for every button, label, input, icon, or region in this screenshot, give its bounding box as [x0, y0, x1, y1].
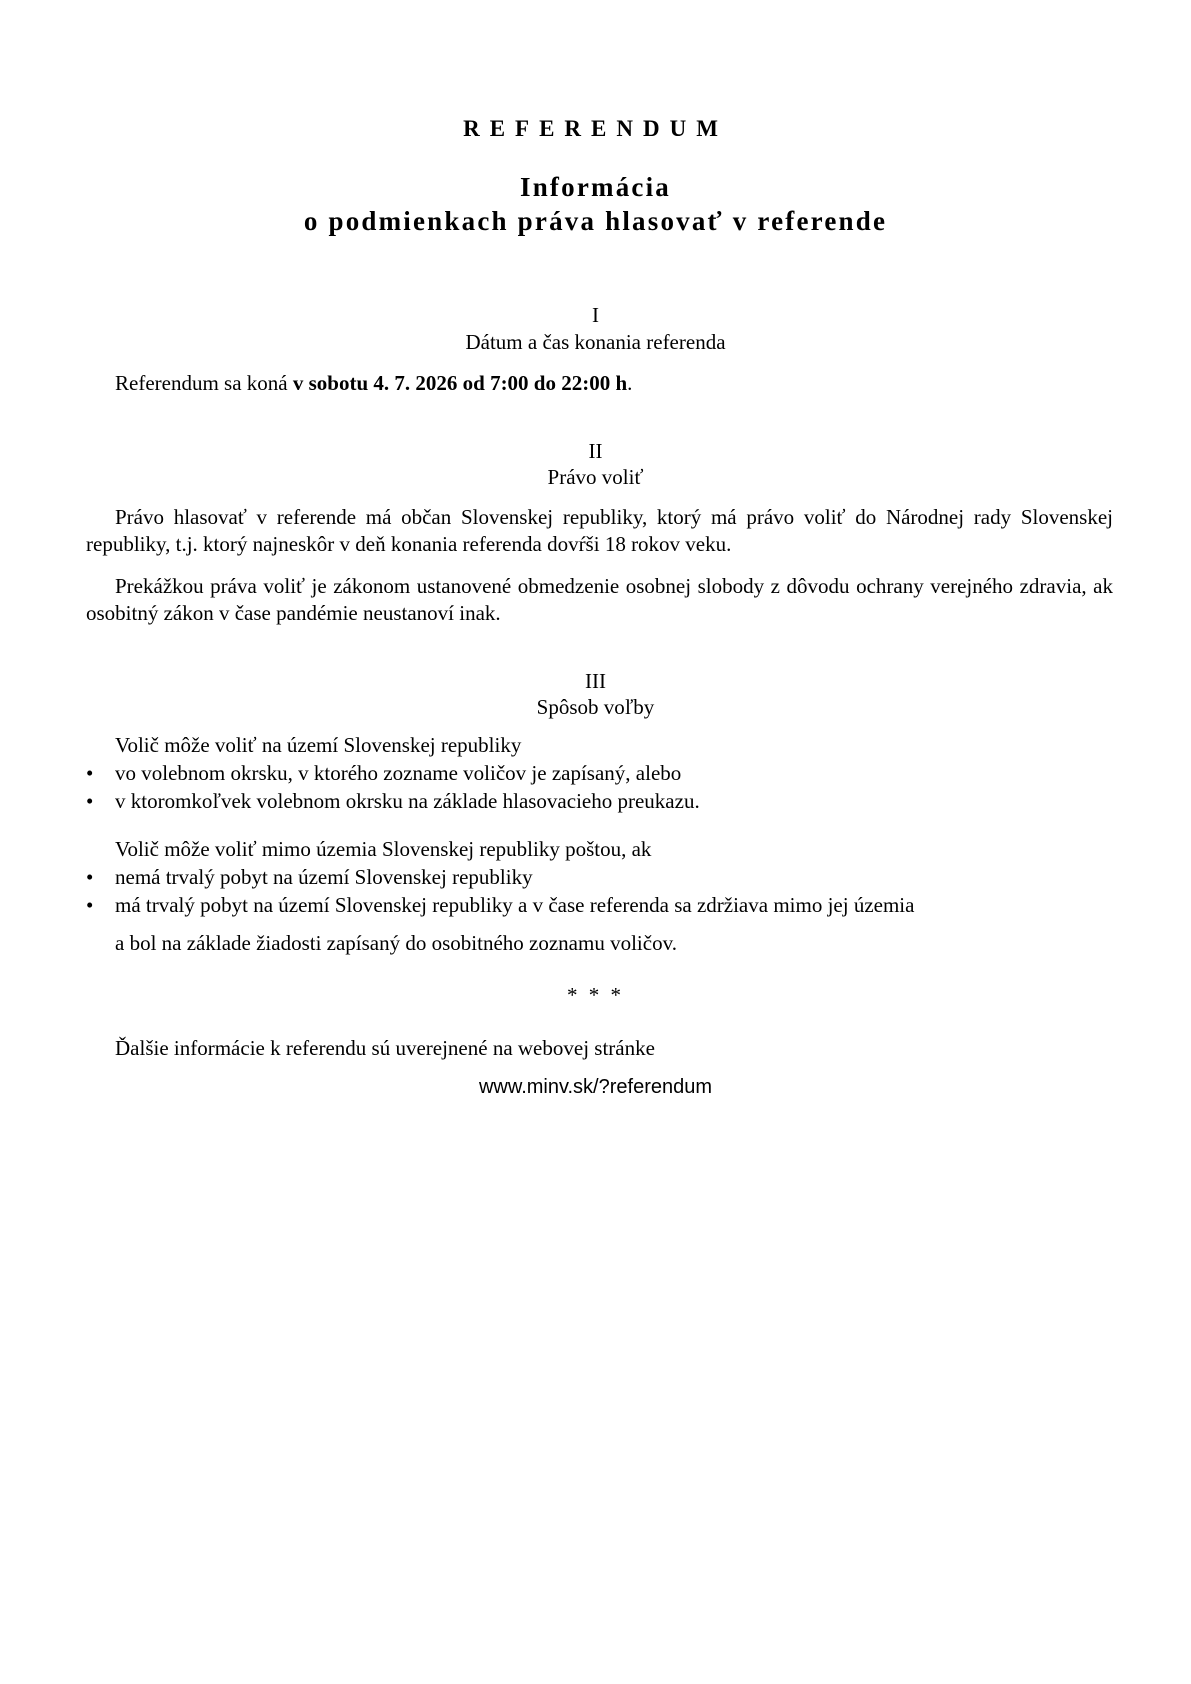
- bullet-1-2: •: [86, 789, 94, 813]
- section-3-number: III: [585, 669, 606, 693]
- section-3-continuation: a bol na základe žiadosti zapísaný do osobitného zoznamu voličov.: [115, 931, 677, 955]
- website-link[interactable]: www.minv.sk/?referendum: [478, 1076, 713, 1098]
- section-3-intro-2: Volič môže voliť mimo územia Slovenskej republiky poštou, ak: [115, 837, 652, 861]
- bullet-2-1: •: [86, 865, 94, 889]
- section-2-paragraph-1: Právo hlasovať v referende má občan Slovenskej republiky, ktorý má právo voliť do Národnej rady Slovenskej republiky, t.j. ktorý najneskôr v deň konania referenda dovŕši 18 rokov veku.: [86, 505, 1113, 556]
- referendum-date: v sobotu 4. 7. 2026 od 7:00 do 22:00 h: [292, 371, 628, 395]
- bullet-1-1: •: [86, 761, 94, 785]
- section-3-heading: Spôsob voľby: [536, 695, 655, 719]
- section-1-text-suffix: .: [627, 371, 633, 395]
- list-item-1-1: vo volebnom okrsku, v ktorého zozname voličov je zapísaný, alebo: [115, 761, 682, 785]
- section-3-intro-1: Volič môže voliť na území Slovenskej republiky: [115, 733, 522, 757]
- section-1-number: I: [592, 303, 599, 327]
- section-1-heading: Dátum a čas konania referenda: [465, 330, 726, 354]
- list-item-2-2: má trvalý pobyt na území Slovenskej republiky a v čase referenda sa zdržiava mimo jej územia: [115, 893, 915, 917]
- document-top-title: REFERENDUM: [463, 116, 728, 141]
- section-1-text-prefix: Referendum sa koná: [115, 371, 293, 395]
- separator-stars: * * *: [567, 983, 624, 1007]
- section-2-paragraph-2: Prekážkou práva voliť je zákonom ustanovené obmedzenie osobnej slobody z dôvodu ochrany verejného zdravia, ak osobitný zákon v čase pandémie neustanoví inak.: [86, 574, 1113, 625]
- section-1-text: [115, 370, 632, 397]
- title-line-2: o podmienkach práva hlasovať v referende: [303, 206, 888, 236]
- section-2-heading: Právo voliť: [547, 465, 644, 489]
- list-item-2-1: nemá trvalý pobyt na území Slovenskej republiky: [115, 865, 533, 889]
- footer-info: Ďalšie informácie k referendu sú uverejnené na webovej stránke: [115, 1036, 655, 1060]
- section-2-number: II: [588, 439, 603, 463]
- title-line-1: Informácia: [520, 172, 671, 202]
- document-title: [0, 170, 1191, 238]
- bullet-2-2: •: [86, 893, 94, 917]
- list-item-1-2: v ktoromkoľvek volebnom okrsku na základe hlasovacieho preukazu.: [115, 789, 700, 813]
